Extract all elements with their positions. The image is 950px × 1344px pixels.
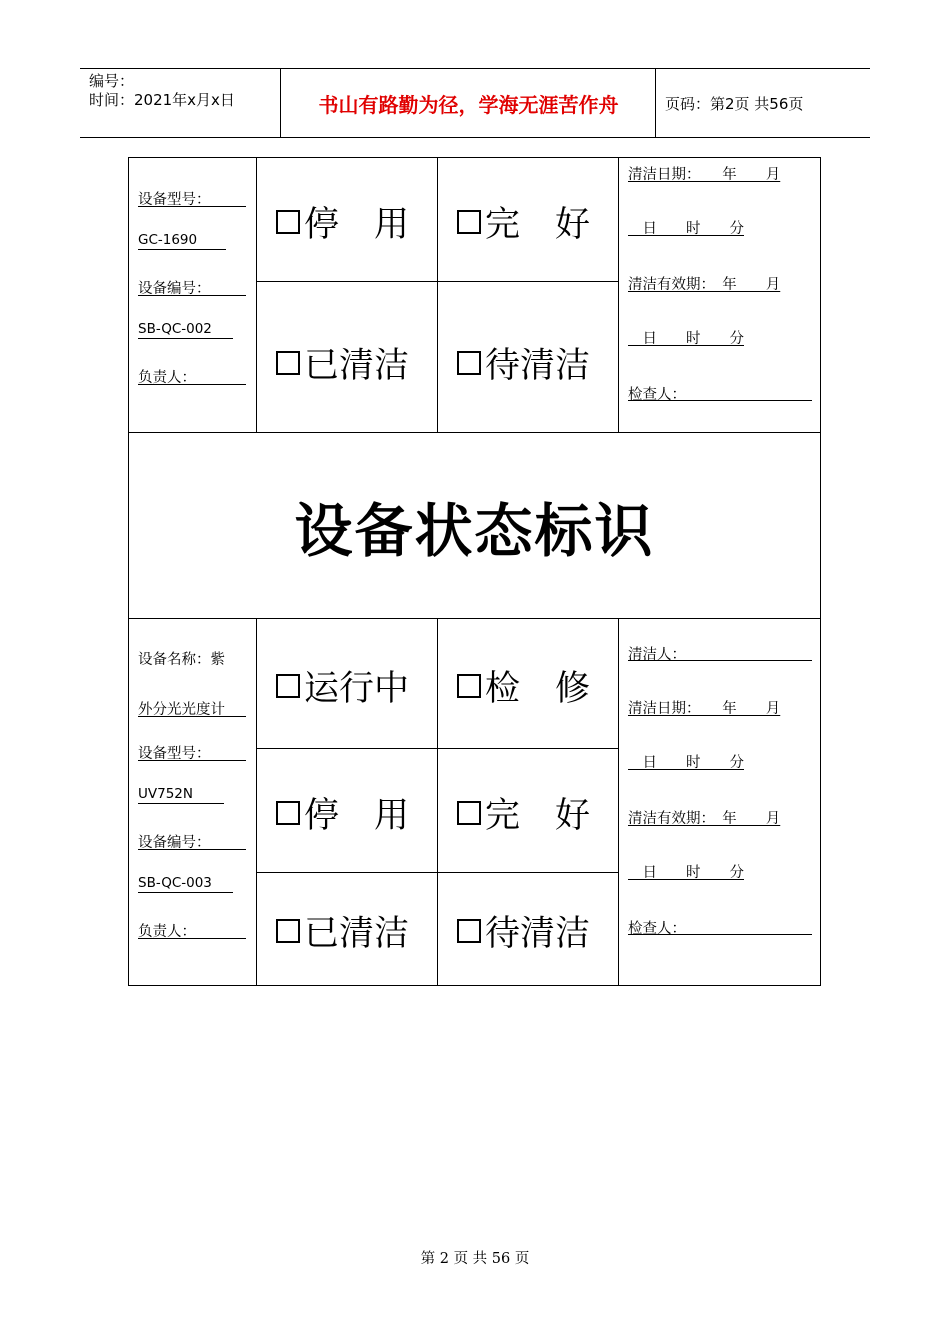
cleaning-date-label: 清洁日期： 年 月 (628, 167, 781, 183)
page-title: 设备状态标识 (294, 496, 655, 565)
checkbox-icon[interactable] (457, 919, 481, 943)
page-footer: 第 2 页 共 56 页 (420, 1251, 530, 1267)
number-label: 编号： (89, 72, 135, 90)
inspector-label: 检查人： (628, 387, 686, 403)
status-option-stopped[interactable]: 停 用 (276, 197, 409, 247)
inspector-label: 检查人： (628, 921, 686, 937)
name-value: 外分光光度计 (138, 702, 225, 718)
status-option-maintenance[interactable]: 检 修 (457, 661, 590, 711)
header-meta (80, 69, 281, 137)
cleaning-validity-time: 日 时 分 (628, 331, 744, 347)
checkbox-icon[interactable] (276, 801, 300, 825)
status-option-to-clean[interactable]: 待清洁 (457, 338, 590, 388)
model-value: UV752N (138, 786, 193, 802)
status-option-stopped[interactable]: 停 用 (276, 788, 409, 838)
cleaning-date-time: 日 时 分 (628, 221, 744, 237)
checkbox-icon[interactable] (276, 210, 300, 234)
checkbox-icon[interactable] (457, 801, 481, 825)
status-option-intact[interactable]: 完 好 (457, 197, 590, 247)
owner-label: 负责人： (138, 924, 196, 940)
cleaning-validity-label: 清洁有效期： 年 月 (628, 811, 781, 827)
status-option-running[interactable]: 运行中 (276, 661, 409, 711)
checkbox-icon[interactable] (457, 674, 481, 698)
owner-label: 负责人： (138, 370, 196, 386)
serial-value: SB-QC-002 (138, 321, 212, 337)
status-option-to-clean[interactable]: 待清洁 (457, 906, 590, 956)
name-label: 设备名称：紫 (138, 652, 225, 668)
cleaning-date-label: 清洁日期： 年 月 (628, 701, 781, 717)
model-value: GC-1690 (138, 232, 198, 248)
checkbox-icon[interactable] (276, 919, 300, 943)
status-option-cleaned[interactable]: 已清洁 (276, 338, 409, 388)
checkbox-icon[interactable] (457, 351, 481, 375)
checkbox-icon[interactable] (457, 210, 481, 234)
cleaning-validity-label: 清洁有效期： 年 月 (628, 277, 781, 293)
status-option-cleaned[interactable]: 已清洁 (276, 906, 409, 956)
cleaner-label: 清洁人： (628, 647, 686, 663)
time-label: 时间：2021年x月x日 (89, 91, 235, 109)
model-label: 设备型号： (138, 746, 211, 762)
serial-label: 设备编号： (138, 835, 211, 851)
header-page-info: 页码：第2页 共56页 (665, 94, 804, 113)
serial-value: SB-QC-003 (138, 875, 212, 891)
cleaning-date-time: 日 时 分 (628, 755, 744, 771)
header-motto: 书山有路勤为径，学海无涯苦作舟 (282, 69, 656, 137)
model-label: 设备型号： (138, 192, 211, 208)
page-header (80, 68, 870, 138)
serial-label: 设备编号： (138, 281, 211, 297)
checkbox-icon[interactable] (276, 674, 300, 698)
status-option-intact[interactable]: 完 好 (457, 788, 590, 838)
cleaning-validity-time: 日 时 分 (628, 865, 744, 881)
checkbox-icon[interactable] (276, 351, 300, 375)
